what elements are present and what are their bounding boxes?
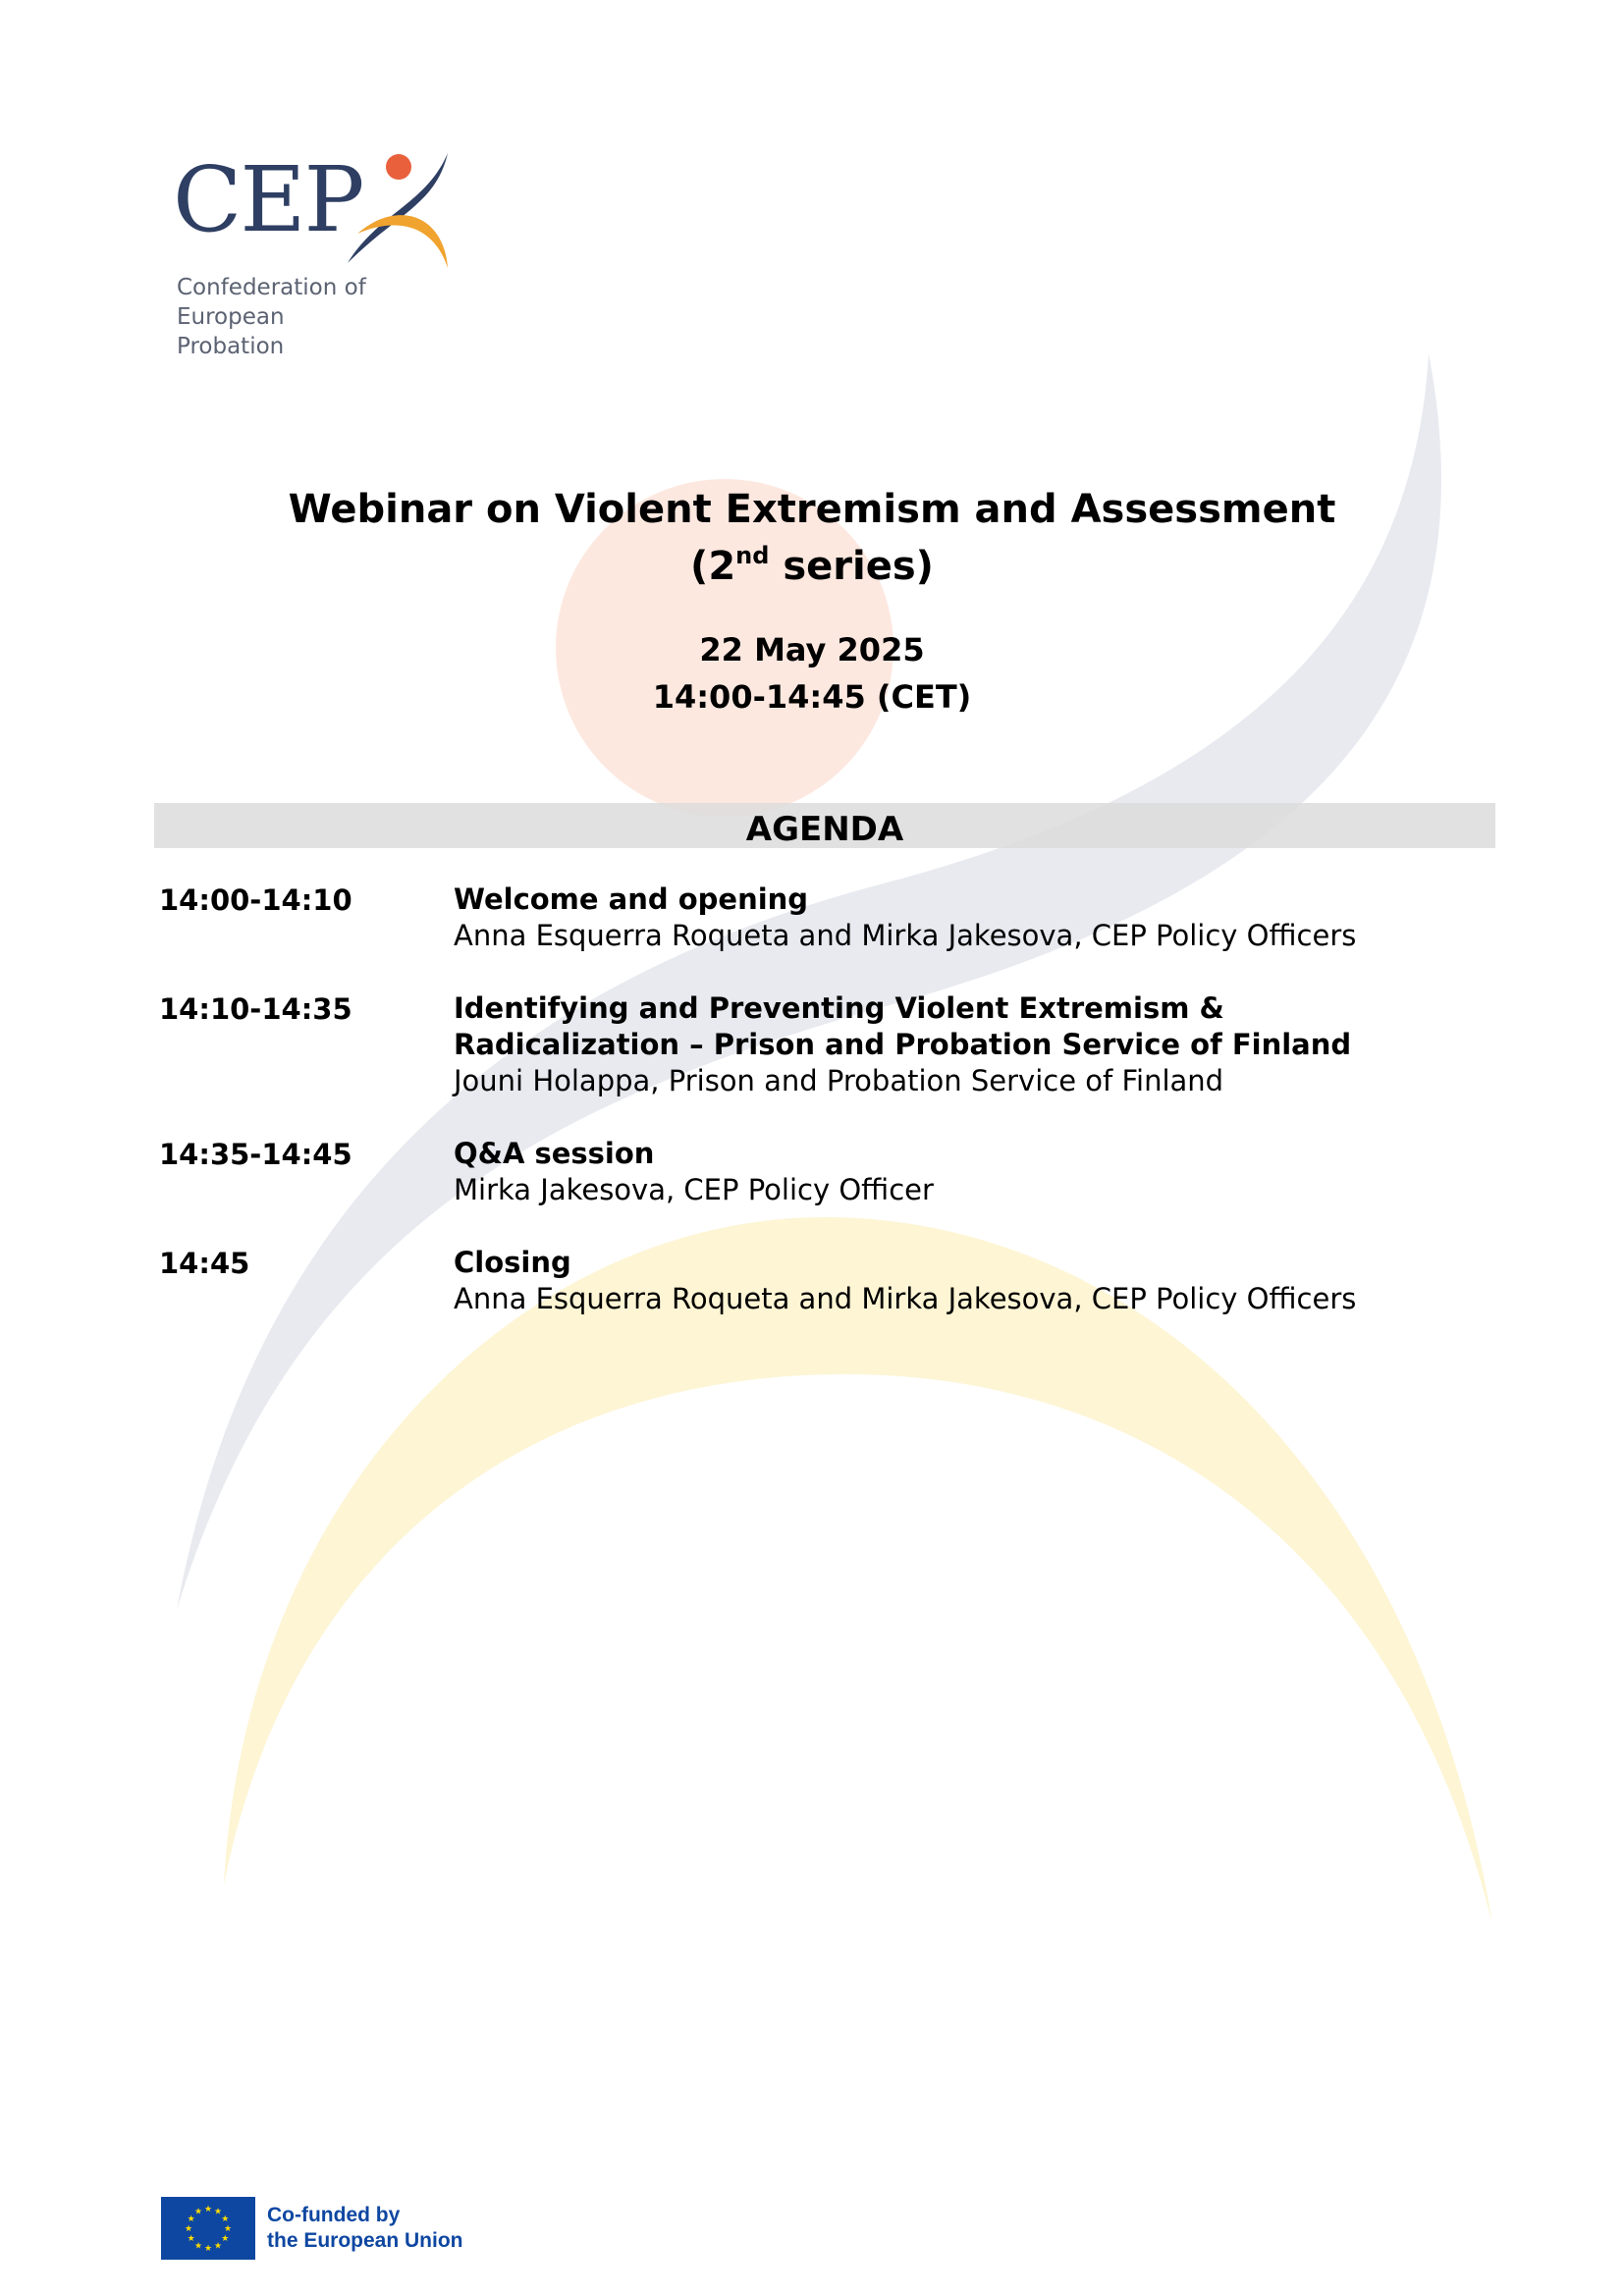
eu-star: ★ bbox=[203, 2244, 213, 2254]
eu-star: ★ bbox=[221, 2234, 230, 2244]
agenda-item bbox=[159, 990, 1514, 1099]
agenda-item-title: Closing bbox=[454, 1246, 571, 1279]
event-date: 22 May 2025 bbox=[699, 631, 925, 668]
eu-line2: the European Union bbox=[267, 2229, 463, 2252]
eu-flag-icon bbox=[161, 2197, 255, 2260]
logo-figure-icon bbox=[318, 145, 456, 273]
logo-head-dot bbox=[386, 154, 411, 180]
title-line2-superscript: nd bbox=[735, 542, 770, 569]
eu-star: ★ bbox=[193, 2241, 203, 2252]
agenda-item-details bbox=[454, 1245, 1514, 1317]
agenda-item-title: Identifying and Preventing Violent Extremism & bbox=[454, 991, 1224, 1025]
eu-cofunded-text bbox=[267, 2203, 463, 2254]
logo-subtitle-line1: Confederation of European bbox=[177, 275, 366, 330]
eu-star: ★ bbox=[223, 2224, 233, 2234]
event-time: 14:00-14:45 (CET) bbox=[652, 678, 972, 716]
eu-star: ★ bbox=[203, 2205, 213, 2215]
eu-line1: Co-funded by bbox=[267, 2204, 401, 2226]
logo-subtitle bbox=[177, 273, 452, 361]
agenda-item-title: Welcome and opening bbox=[454, 882, 809, 916]
cep-logo bbox=[169, 145, 444, 359]
eu-star: ★ bbox=[221, 2215, 230, 2224]
agenda-heading: AGENDA bbox=[745, 810, 904, 849]
eu-stars-icon bbox=[161, 2197, 255, 2260]
title-line1: Webinar on Violent Extremism and Assessment bbox=[288, 487, 1336, 532]
eu-star: ★ bbox=[187, 2215, 195, 2224]
agenda-item-details bbox=[454, 990, 1514, 1099]
agenda-item-speaker: Jouni Holappa, Prison and Probation Service of Finland bbox=[454, 1064, 1224, 1097]
title-line2-suffix: series) bbox=[769, 544, 934, 589]
eu-star: ★ bbox=[193, 2207, 203, 2217]
eu-cofunded-badge bbox=[161, 2197, 463, 2260]
agenda-item-details bbox=[454, 1136, 1514, 1208]
agenda-item-details bbox=[454, 881, 1514, 954]
eu-star: ★ bbox=[184, 2224, 193, 2234]
agenda-item-speaker: Anna Esquerra Roqueta and Mirka Jakesova, CEP Policy Officers bbox=[454, 1282, 1357, 1315]
title-line2 bbox=[0, 538, 1624, 595]
agenda-item-time: 14:00-14:10 bbox=[159, 883, 352, 917]
agenda-item-time: 14:45 bbox=[159, 1247, 250, 1280]
agenda-heading-bar bbox=[154, 803, 1495, 848]
event-meta bbox=[0, 626, 1624, 721]
logo-subtitle-line2: Probation bbox=[177, 334, 285, 359]
agenda-item-time: 14:10-14:35 bbox=[159, 992, 352, 1026]
logo-wordmark: CEP bbox=[173, 147, 363, 252]
agenda-item-title: Q&A session bbox=[454, 1137, 655, 1170]
agenda-item-speaker: Anna Esquerra Roqueta and Mirka Jakesova, CEP Policy Officers bbox=[454, 919, 1357, 952]
eu-star: ★ bbox=[213, 2207, 223, 2217]
agenda-item bbox=[159, 881, 1514, 954]
agenda-item bbox=[159, 1136, 1514, 1208]
agenda-item-time: 14:35-14:45 bbox=[159, 1138, 352, 1171]
agenda-item-title-cont: Radicalization – Prison and Probation Service of Finland bbox=[454, 1028, 1352, 1061]
agenda-item bbox=[159, 1245, 1514, 1317]
agenda-list bbox=[159, 881, 1514, 1354]
title-line2-prefix: (2 bbox=[690, 544, 736, 589]
page-title bbox=[0, 481, 1624, 595]
agenda-item-speaker: Mirka Jakesova, CEP Policy Officer bbox=[454, 1173, 934, 1206]
eu-star: ★ bbox=[187, 2234, 195, 2244]
eu-star: ★ bbox=[213, 2241, 223, 2252]
